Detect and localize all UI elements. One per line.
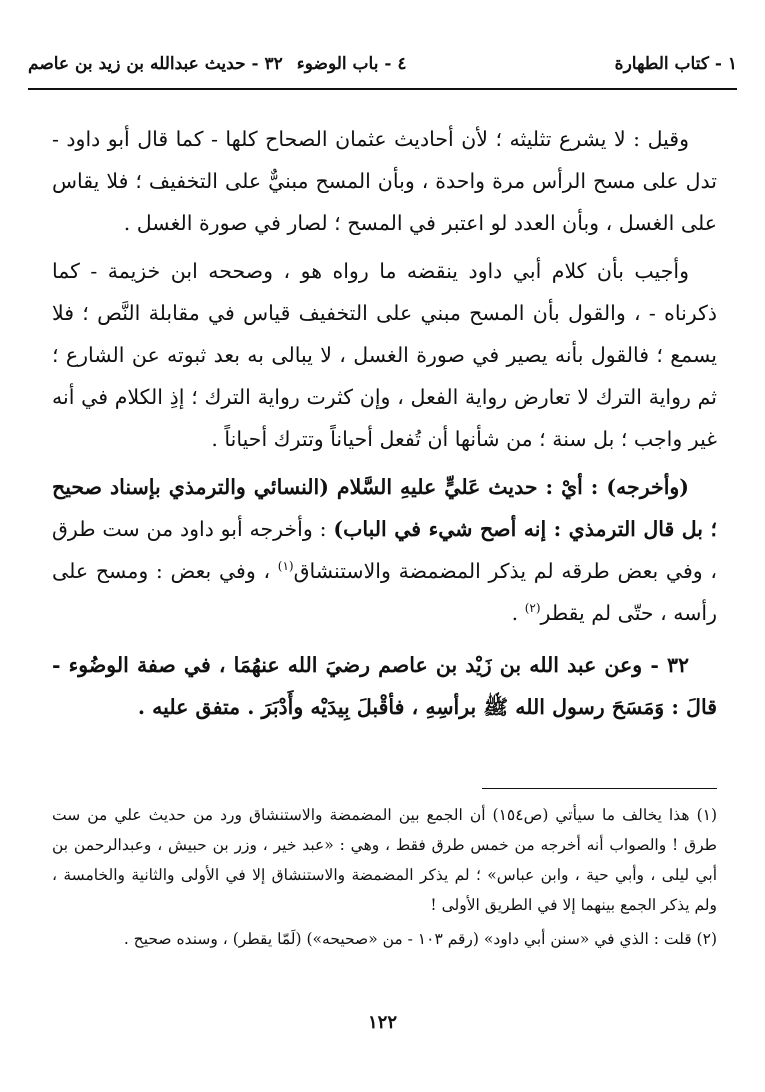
takhrij-text-1: : وأخرجه أبو داود من ست طرق ، وفي بعض طرقه لم يذكر المضمضة والاستنشاق bbox=[52, 517, 717, 583]
takhrij-text-3: . bbox=[511, 601, 525, 625]
running-header bbox=[28, 44, 737, 84]
header-hadith: ٣٢ - حديث عبدالله بن زيد بن عاصم bbox=[28, 54, 283, 74]
header-divider bbox=[28, 88, 737, 90]
page-number: ١٢٢ bbox=[367, 1012, 397, 1033]
header-section bbox=[28, 54, 407, 74]
footnote-ref-1[interactable]: (١) bbox=[277, 559, 294, 574]
paragraph-1: وقيل : لا يشرع تثليثه ؛ لأن أحاديث عثمان الصحاح كلها - كما قال أبو داود - تدل على مسح الرأس مرة واحدة ، وبأن المسح مبنيٌّ على التخفيف ؛ فلا يقاس على الغسل ، وبأن العدد لو اعتبر في المسح ؛ لصار في صورة الغسل . bbox=[52, 127, 717, 235]
footnotes bbox=[52, 800, 717, 958]
takhrij-text-2: ، وفي بعض : ومسح على رأسه ، حتّى لم يقطر bbox=[52, 559, 717, 625]
footnote-divider bbox=[482, 788, 717, 789]
footnote-2: (٢) قلت : الذي في «سنن أبي داود» (رقم ١٠٣ - من «صحيحه») (لَمّا يقطر) ، وسنده صحيح . bbox=[123, 930, 717, 948]
header-chapter: ٤ - باب الوضوء bbox=[296, 54, 407, 74]
main-text bbox=[52, 118, 717, 734]
takhrij-bold-text: (وأخرجه) : أيْ : حديث عَليٍّ عليهِ السَّلام (النسائي والترمذي بإسناد صحيح ؛ بل قال الترمذي : إنه أصح شيء في الباب) bbox=[52, 475, 717, 541]
footnote-ref-2[interactable]: (٢) bbox=[524, 601, 541, 616]
hadith-text: ٣٢ - وعن عبد الله بن زَيْد بن عاصم رضيَ الله عنهُمَا ، في صفة الوضُوء - قالَ : وَمَسَحَ رسول الله ﷺ برأسِهِ ، فأقْبلَ بِيدَيْه وأَدْبَرَ . متفق عليه . bbox=[52, 653, 717, 719]
paragraph-2: وأجيب بأن كلام أبي داود ينقضه ما رواه هو ، وصححه ابن خزيمة - كما ذكرناه - ، والقول بأن المسح مبني على التخفيف قياس في مقابلة النَّص ؛ فلا يسمع ؛ فالقول بأنه يصير في صورة الغسل ، لا يبالى به بعد ثبوته عن الشارع ؛ ثم رواية الترك لا تعارض رواية الفعل ، وإن كثرت رواية الترك ؛ إذِ الكلام في أنه غير واجب ؛ بل سنة ؛ من شأنها أن تُفعل أحياناً وتترك أحياناً . bbox=[52, 259, 717, 451]
footnote-1: (١) هذا يخالف ما سيأتي (ص١٥٤) أن الجمع بين المضمضة والاستنشاق ورد من حديث علي من ست طرق ! والصواب أنه أخرجه من خمس طرق فقط ، وهي : «عبد خير ، وزر بن حبيش ، وعبدالرحمن بن أبي ليلى ، وأبي حية ، وابن عباس» ؛ لم يذكر المضمضة والاستنشاق إلا في الأولى والثانية والخامسة ، ولم يذكر الجمع بينهما إلا في الطريق الأولى ! bbox=[52, 806, 718, 914]
header-book-title: ١ - كتاب الطهارة bbox=[614, 54, 737, 74]
takhrij-paragraph bbox=[52, 466, 717, 634]
